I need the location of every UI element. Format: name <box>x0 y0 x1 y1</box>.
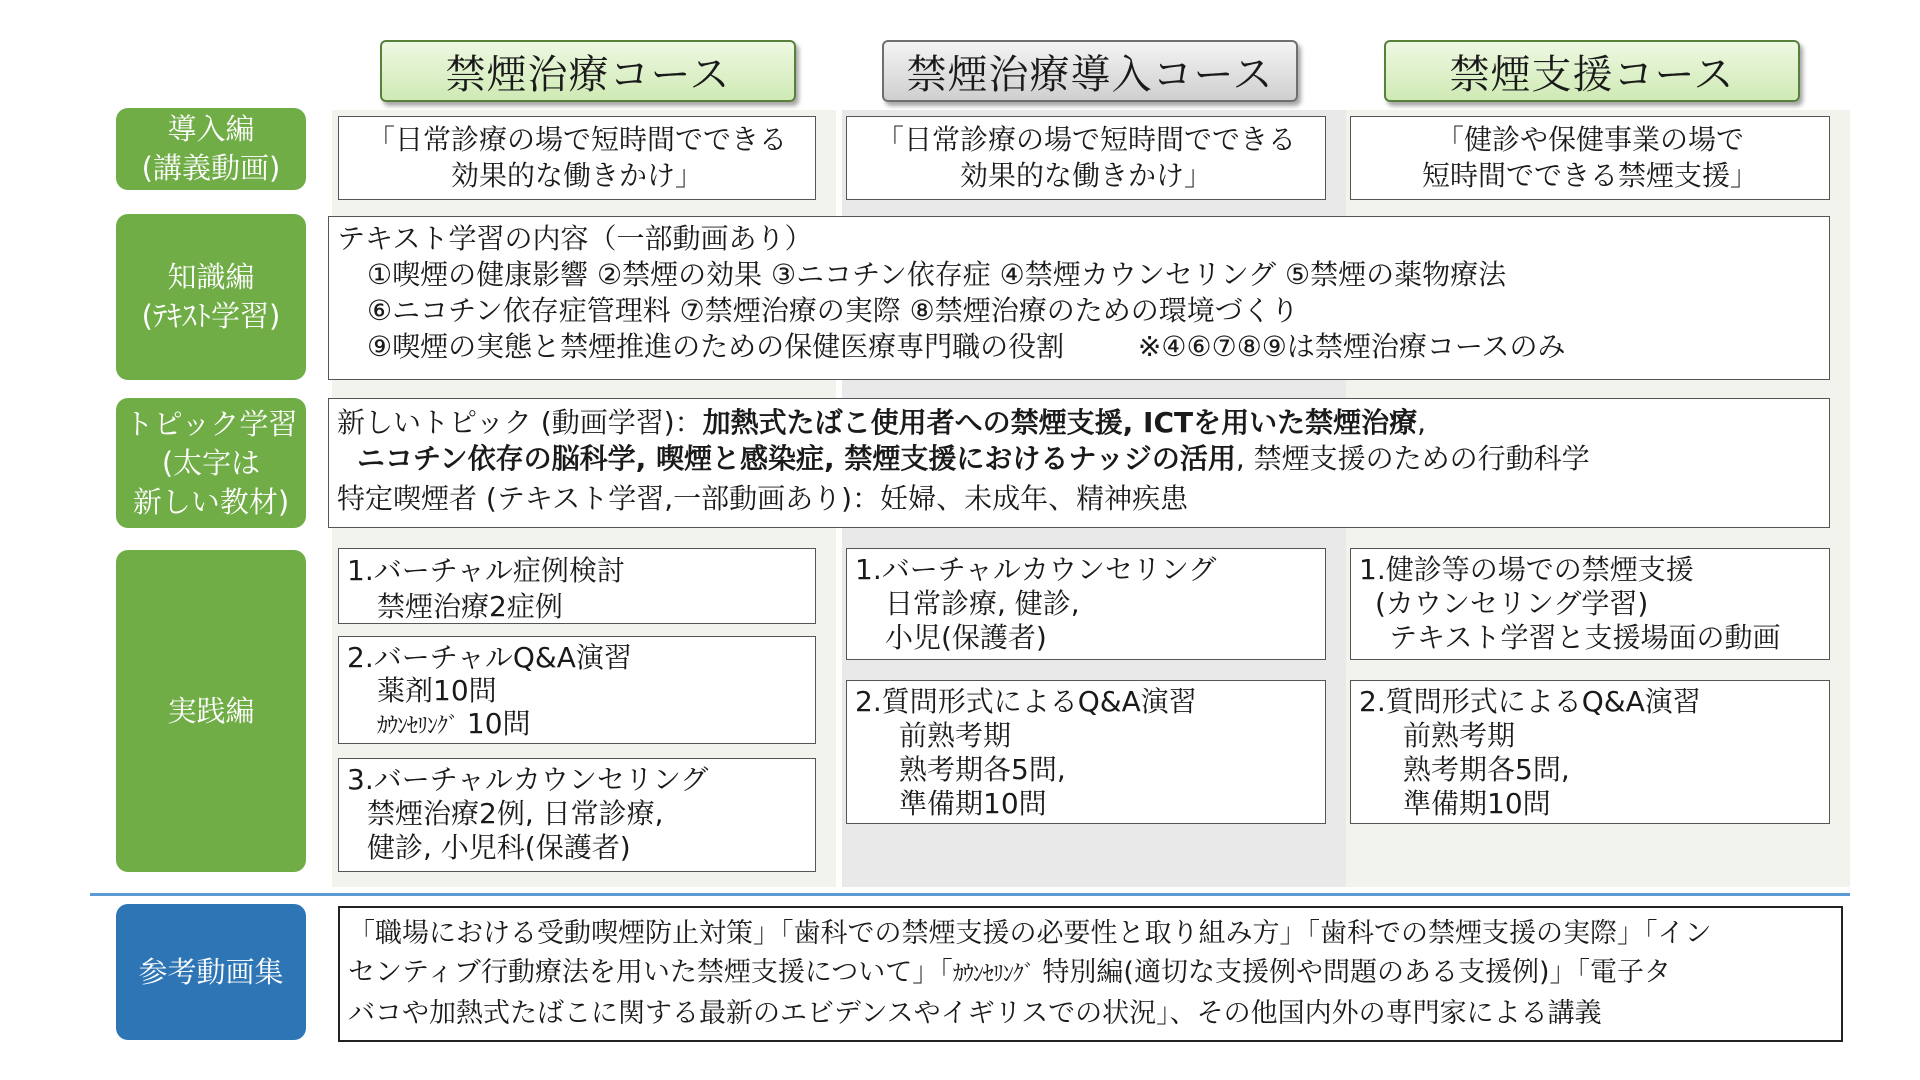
label-reference <box>116 904 306 1040</box>
intro-box-text-2: 効果的な働きかけ」 <box>450 159 703 192</box>
practice-item-title: 1.健診等の場での禁煙支援 <box>1359 553 1694 586</box>
topics-line-2 <box>337 441 1821 477</box>
reference-line-3: バコや加熱式たばこに関する最新のエビデンスやイギリスでの状況」、その他国内外の専門家による講義 <box>348 998 1602 1029</box>
topics-line-2-suffix: , 禁煙支援のための行動科学 <box>1235 442 1590 475</box>
practice-item-title: 2.質問形式によるQ&A演習 <box>1359 685 1701 718</box>
topics-box <box>328 398 1830 528</box>
label-intro-line2: (講義動画) <box>141 151 281 185</box>
practice-item-detail-3: 準備期10問 <box>1403 787 1551 820</box>
topics-line-1 <box>337 405 1821 441</box>
practice-item-detail: 前熟考期 <box>899 719 1012 752</box>
label-topics-line1: トピック学習 <box>124 406 298 441</box>
practice-item-detail: (カウンセリング学習) <box>1375 587 1649 620</box>
practice-item-title: 1.バーチャル症例検討 <box>347 554 625 587</box>
label-knowledge-line2: (ﾃｷｽﾄ学習) <box>141 299 281 333</box>
reference-line-2 <box>348 953 1833 994</box>
practice-item-detail: 薬剤10問 <box>377 674 497 707</box>
course-header-treatment: 禁煙治療コース <box>380 40 796 102</box>
label-intro-line1: 導入編 <box>167 112 255 146</box>
practice-intro-treatment-1 <box>846 548 1326 660</box>
label-reference-line1: 参考動画集 <box>138 954 284 989</box>
label-topics-line2: (太字は <box>161 445 261 480</box>
practice-item-detail-2: 熟考期各5問, <box>899 753 1066 786</box>
practice-item-title: 1.バーチャルカウンセリング <box>855 553 1217 586</box>
label-topics-line3: 新しい教材) <box>132 484 290 519</box>
label-intro <box>116 108 306 190</box>
knowledge-row-1: ①喫煙の健康影響 ②禁煙の効果 ③ニコチン依存症 ④禁煙カウンセリング ⑤禁煙の薬物療法 <box>367 258 1507 291</box>
reference-line-2a: センティブ行動療法を用いた禁煙支援について」「 <box>348 957 953 988</box>
practice-item-title: 3.バーチャルカウンセリング <box>347 763 709 796</box>
practice-item-counseling: ｶｳﾝｾﾘﾝｸﾞ <box>377 714 459 739</box>
knowledge-row-3-text: ⑨喫煙の実態と禁煙推進のための保健医療専門職の役割 <box>367 330 1065 363</box>
knowledge-note: ※④⑥⑦⑧⑨は禁煙治療コースのみ <box>1137 330 1566 363</box>
intro-box-intro-treatment <box>846 116 1326 200</box>
intro-box-text-2: 効果的な働きかけ」 <box>959 159 1212 192</box>
label-knowledge-line1: 知識編 <box>167 260 255 294</box>
intro-box-support <box>1350 116 1830 200</box>
label-topics <box>116 398 306 528</box>
reference-line-2c: 特別編(適切な支援例や問題のある支援例)」「電子タ <box>1033 957 1671 988</box>
intro-box-text-1: 「日常診療の場で短時間でできる <box>875 123 1296 156</box>
topics-line-3: 特定喫煙者 (テキスト学習,一部動画あり)：妊婦、未成年、精神疾患 <box>337 482 1189 515</box>
practice-item-detail-2: テキスト学習と支援場面の動画 <box>1389 621 1781 654</box>
practice-support-1 <box>1350 548 1830 660</box>
label-practice-line1: 実践編 <box>167 693 255 728</box>
practice-item-detail-2: 小児(保護者) <box>885 621 1047 654</box>
practice-item-detail-2 <box>347 707 807 743</box>
practice-item-title: 2.バーチャルQ&A演習 <box>347 641 632 674</box>
reference-line-1: 「職場における受動喫煙防止対策」「歯科での禁煙支援の必要性と取り組み方」「歯科での禁煙支援の実際」「イン <box>348 918 1712 949</box>
practice-treatment-2 <box>338 636 816 744</box>
intro-box-text-1: 「健診や保健事業の場で <box>1435 123 1744 156</box>
topics-line-1-bold: 加熱式たばこ使用者への禁煙支援, ICTを用いた禁煙治療 <box>702 406 1418 439</box>
knowledge-row-3 <box>337 329 1821 365</box>
practice-item-detail: 日常診療, 健診, <box>885 587 1080 620</box>
intro-box-text-1: 「日常診療の場で短時間でできる <box>366 123 787 156</box>
practice-intro-treatment-2 <box>846 680 1326 824</box>
practice-item-detail-3: 準備期10問 <box>899 787 1047 820</box>
reference-line-2b: ｶｳﾝｾﾘﾝｸﾞ <box>952 962 1034 987</box>
knowledge-title: テキスト学習の内容（一部動画あり） <box>337 222 813 255</box>
practice-item-detail: 禁煙治療2症例 <box>377 590 563 623</box>
practice-treatment-3 <box>338 758 816 872</box>
section-separator <box>90 893 1850 896</box>
intro-box-treatment <box>338 116 816 200</box>
practice-item-detail-2: 熟考期各5問, <box>1403 753 1570 786</box>
label-knowledge <box>116 214 306 380</box>
intro-box-text-2: 短時間でできる禁煙支援」 <box>1421 159 1758 192</box>
label-practice <box>116 550 306 872</box>
course-header-support: 禁煙支援コース <box>1384 40 1800 102</box>
course-header-intro-treatment: 禁煙治療導入コース <box>882 40 1298 102</box>
practice-treatment-1 <box>338 548 816 624</box>
practice-item-detail: 前熟考期 <box>1403 719 1516 752</box>
knowledge-box <box>328 216 1830 380</box>
topics-line-2-bold: ニコチン依存の脳科学, 喫煙と感染症, 禁煙支援におけるナッジの活用 <box>357 442 1236 475</box>
practice-item-detail: 禁煙治療2例, 日常診療, <box>367 797 664 830</box>
practice-item-detail-2: 健診, 小児科(保護者) <box>367 831 631 864</box>
topics-line-1-suffix: , <box>1417 406 1427 439</box>
practice-item-count: 10問 <box>466 707 531 740</box>
knowledge-row-2: ⑥ニコチン依存症管理料 ⑦禁煙治療の実際 ⑧禁煙治療のための環境づくり <box>367 294 1299 327</box>
reference-box <box>338 906 1843 1042</box>
topics-line-1-prefix: 新しいトピック (動画学習)： <box>337 406 703 439</box>
practice-item-title: 2.質問形式によるQ&A演習 <box>855 685 1197 718</box>
practice-support-2 <box>1350 680 1830 824</box>
